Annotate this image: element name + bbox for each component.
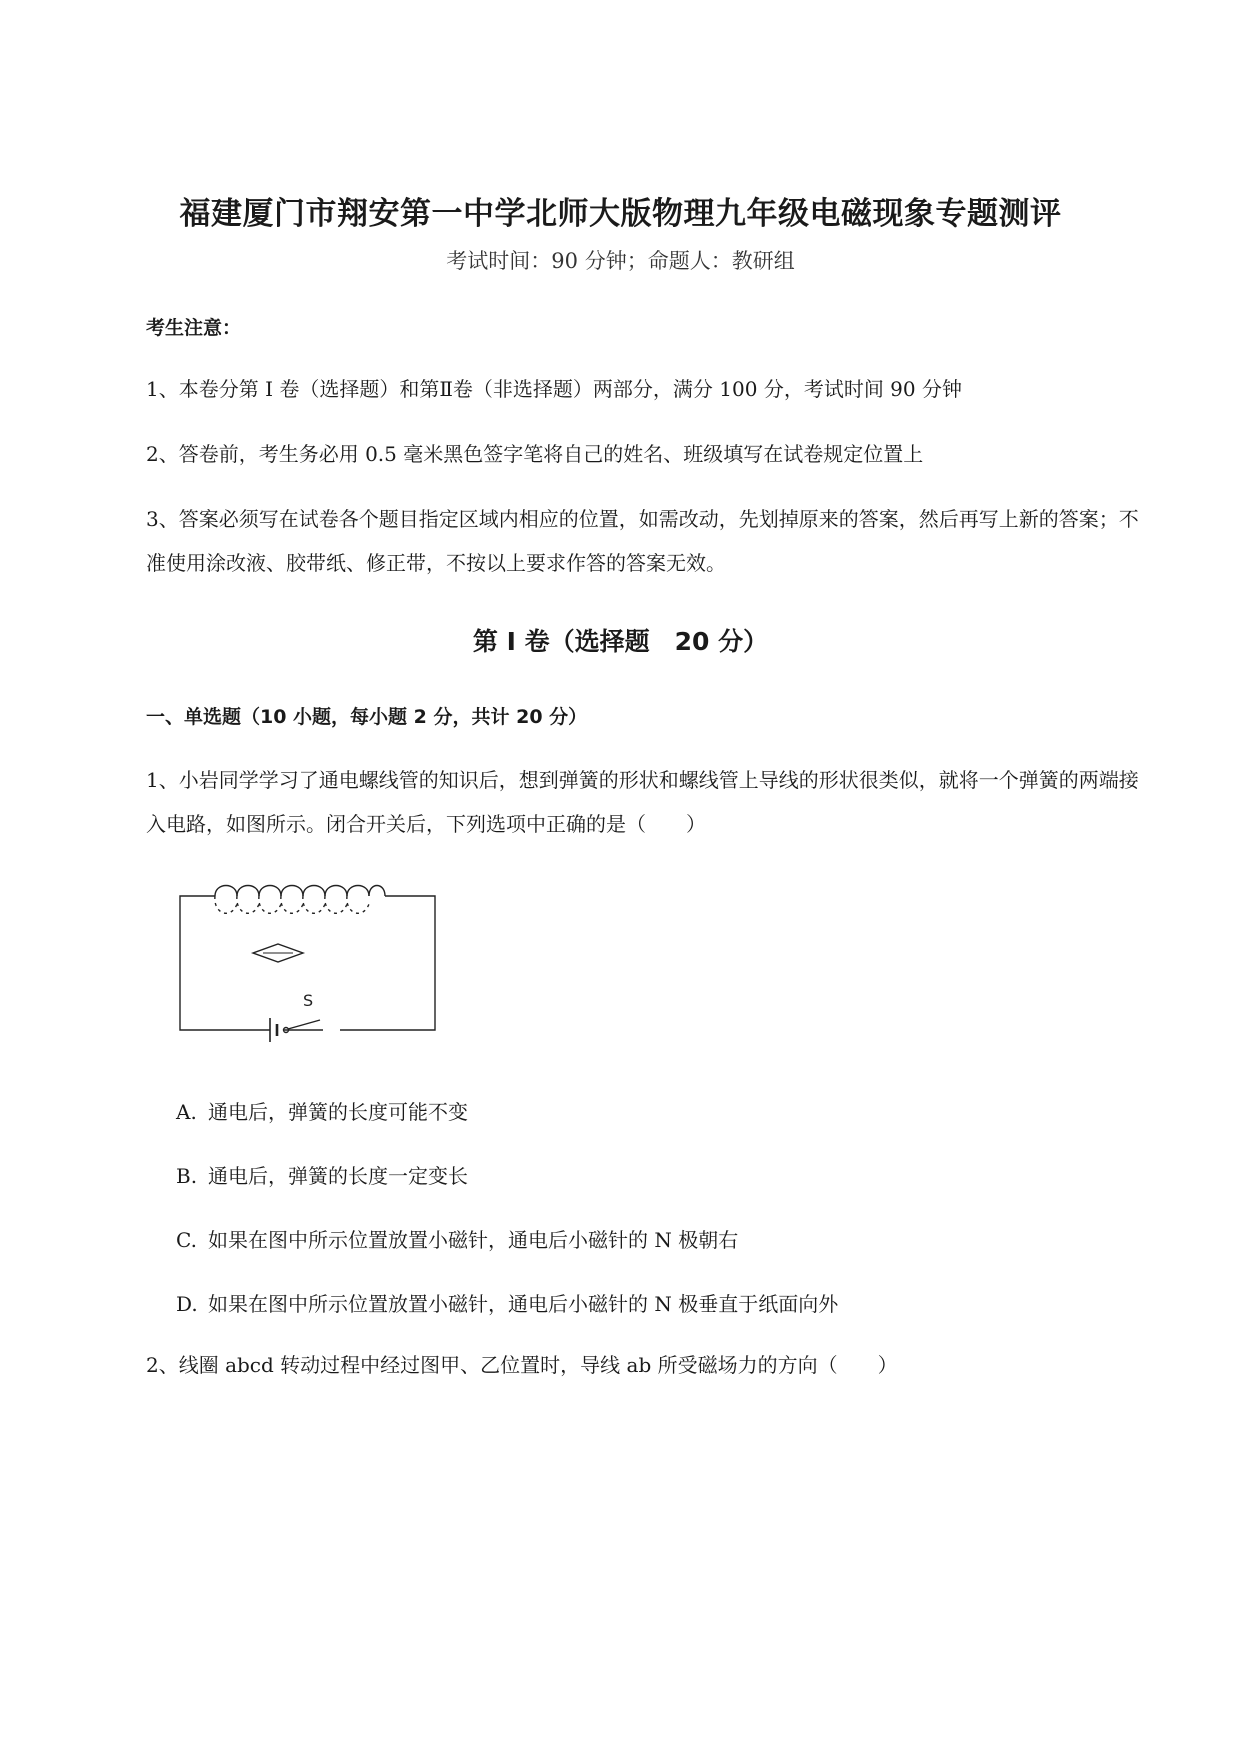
circuit-wire: [340, 896, 435, 1030]
option-text: 通电后，弹簧的长度可能不变: [208, 1100, 468, 1124]
option-b[interactable]: [176, 1160, 468, 1189]
switch-label: S: [303, 991, 314, 1010]
battery-symbol: [270, 1018, 277, 1042]
spring-coil: [215, 886, 385, 914]
page-title: 福建厦门市翔安第一中学北师大版物理九年级电磁现象专题测评: [179, 196, 1062, 232]
notice-item: 1、本卷分第 I 卷（选择题）和第Ⅱ卷（非选择题）两部分，满分 100 分，考试时间 90 分钟: [146, 377, 962, 401]
option-a[interactable]: [176, 1096, 468, 1125]
notice-item: 3、答案必须写在试卷各个题目指定区域内相应的位置，如需改动，先划掉原来的答案，然后再写上新的答案；不准使用涂改液、胶带纸、修正带，不按以上要求作答的答案无效。: [146, 507, 1139, 575]
exam-info: 考试时间：90 分钟；命题人：教研组: [446, 249, 795, 273]
option-label: D.: [176, 1292, 198, 1316]
option-label: A.: [176, 1100, 197, 1124]
option-label: B.: [176, 1164, 198, 1188]
circuit-figure: [175, 880, 445, 1055]
option-c[interactable]: [176, 1224, 738, 1253]
section-title: 第 I 卷（选择题 20 分）: [472, 627, 769, 656]
option-text: 如果在图中所示位置放置小磁针，通电后小磁针的 N 极垂直于纸面向外: [208, 1292, 839, 1316]
question-1-stem: 1、小岩同学学习了通电螺线管的知识后，想到弹簧的形状和螺线管上导线的形状很类似，就将一个弹簧的两端接入电路，如图所示。闭合开关后，下列选项中正确的是（ ）: [146, 768, 1139, 836]
notice-heading: 考生注意：: [146, 317, 242, 339]
option-label: C.: [176, 1228, 197, 1252]
circuit-wire: [180, 896, 270, 1030]
part-heading: 一、单选题（10 小题，每小题 2 分，共计 20 分）: [146, 706, 588, 728]
notice-item: 2、答卷前，考生务必用 0.5 毫米黑色签字笔将自己的姓名、班级填写在试卷规定位置上: [146, 442, 924, 466]
question-2-stem: 2、线圈 abcd 转动过程中经过图甲、乙位置时，导线 ab 所受磁场力的方向（ ）: [146, 1353, 898, 1377]
option-text: 通电后，弹簧的长度一定变长: [208, 1164, 468, 1188]
option-d[interactable]: [176, 1288, 838, 1317]
option-text: 如果在图中所示位置放置小磁针，通电后小磁针的 N 极朝右: [208, 1228, 739, 1252]
